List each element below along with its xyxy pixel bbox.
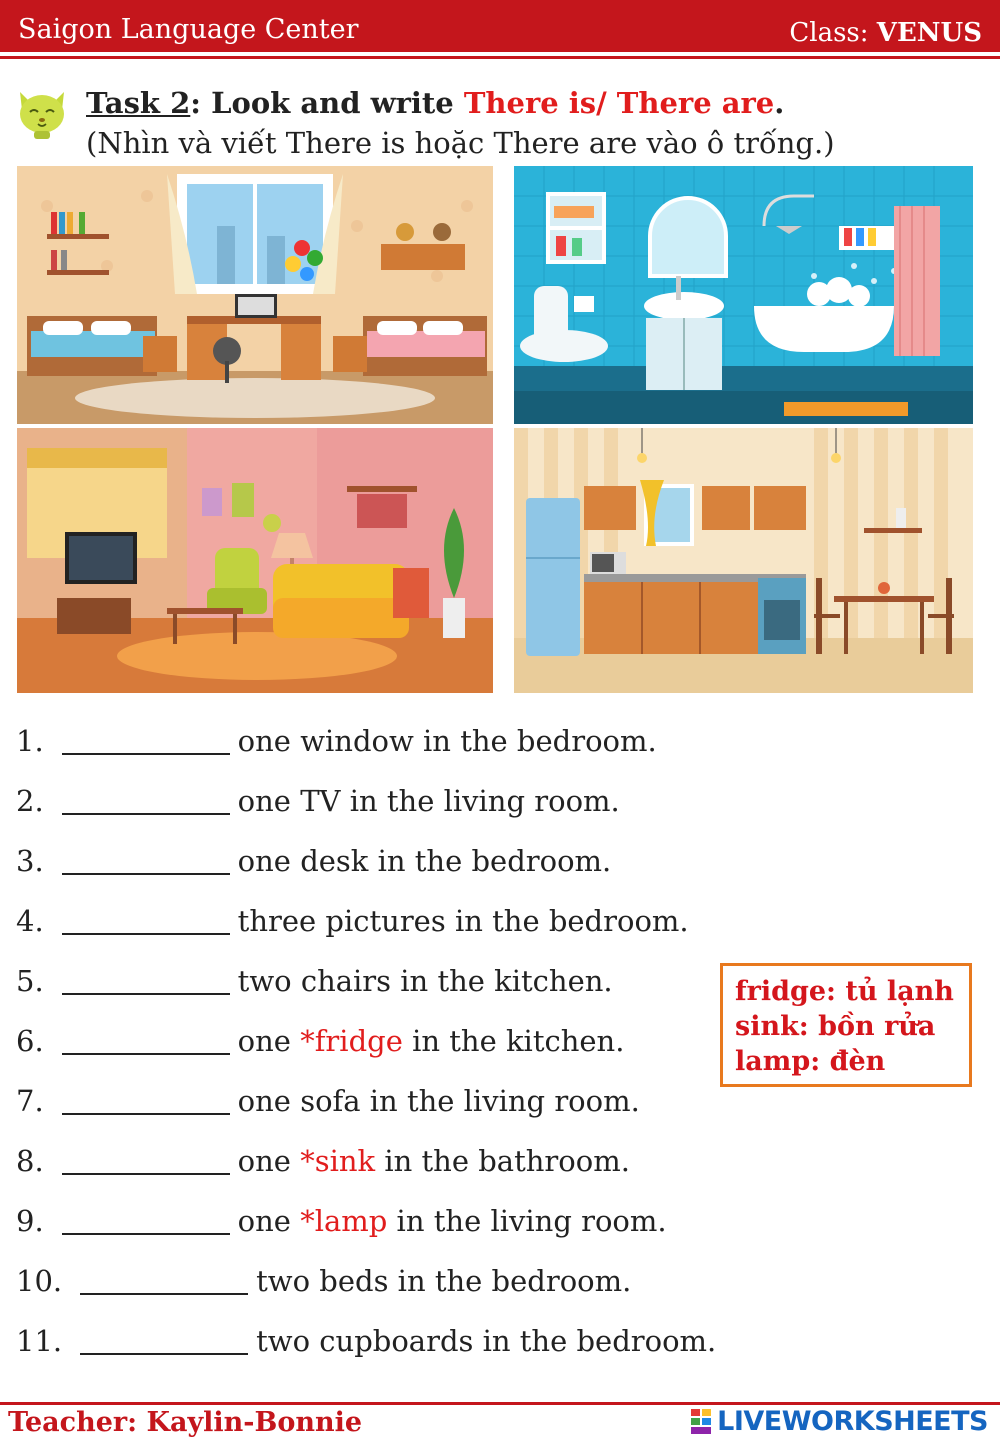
bathroom-image xyxy=(514,166,973,424)
liveworksheets-icon xyxy=(691,1409,713,1435)
question-text: one TV in the living room. xyxy=(237,784,620,818)
question-row xyxy=(16,1324,716,1358)
question-row xyxy=(16,1024,624,1058)
question-number: 1. xyxy=(16,724,44,758)
question-row xyxy=(16,844,611,878)
question-text: one xyxy=(237,1204,301,1238)
living-room-image xyxy=(17,428,493,693)
question-text: two beds in the bedroom. xyxy=(256,1264,632,1298)
answer-blank[interactable] xyxy=(62,789,230,815)
task-label: Task 2 xyxy=(86,86,191,120)
bedroom-image xyxy=(17,166,493,424)
question-row xyxy=(16,1144,630,1178)
task-subtitle: (Nhìn và viết There is hoặc There are vào ô trống.) xyxy=(86,126,835,160)
question-number: 11. xyxy=(16,1324,63,1358)
question-text-end: in the living room. xyxy=(387,1204,667,1238)
answer-blank[interactable] xyxy=(62,1209,230,1235)
question-row xyxy=(16,724,657,758)
answer-blank[interactable] xyxy=(80,1269,248,1295)
task-keywords: There is/ There are xyxy=(463,86,775,120)
question-number: 2. xyxy=(16,784,44,818)
header-divider xyxy=(0,56,1000,59)
vocabulary-keyword: *fridge xyxy=(300,1024,403,1058)
question-text: one sofa in the living room. xyxy=(237,1084,640,1118)
vocabulary-keyword: *lamp xyxy=(300,1204,388,1238)
vocab-item-sink: sink: bồn rửa xyxy=(735,1011,936,1042)
class-label: Class: xyxy=(789,18,869,48)
center-name: Saigon Language Center xyxy=(18,14,359,45)
vocabulary-box xyxy=(720,963,972,1087)
answer-blank[interactable] xyxy=(62,1149,230,1175)
question-row xyxy=(16,1264,631,1298)
question-text: one desk in the bedroom. xyxy=(237,844,612,878)
question-number: 10. xyxy=(16,1264,63,1298)
question-text: one window in the bedroom. xyxy=(237,724,657,758)
question-text-end: in the bathroom. xyxy=(375,1144,630,1178)
question-text: three pictures in the bedroom. xyxy=(237,904,689,938)
question-text: two cupboards in the bedroom. xyxy=(256,1324,717,1358)
answer-blank[interactable] xyxy=(62,729,230,755)
task-period: . xyxy=(774,86,785,120)
question-number: 3. xyxy=(16,844,44,878)
teacher-name: Teacher: Kaylin-Bonnie xyxy=(8,1407,363,1438)
class-info xyxy=(789,18,982,48)
answer-blank[interactable] xyxy=(80,1329,248,1355)
task-instruction: : Look and write xyxy=(190,86,464,120)
footer-divider xyxy=(0,1402,1000,1405)
question-number: 4. xyxy=(16,904,44,938)
vocabulary-keyword: *sink xyxy=(300,1144,376,1178)
liveworksheets-logo[interactable] xyxy=(691,1406,988,1437)
question-row xyxy=(16,784,620,818)
answer-blank[interactable] xyxy=(62,909,230,935)
answer-blank[interactable] xyxy=(62,849,230,875)
answer-blank[interactable] xyxy=(62,969,230,995)
question-row xyxy=(16,1084,640,1118)
vocab-item-lamp: lamp: đèn xyxy=(735,1046,886,1077)
class-name: VENUS xyxy=(876,18,982,48)
liveworksheets-brand: LIVEWORKSHEETS xyxy=(717,1406,988,1437)
question-text: one xyxy=(237,1024,301,1058)
answer-blank[interactable] xyxy=(62,1089,230,1115)
question-row xyxy=(16,1204,667,1238)
header-bar xyxy=(0,0,1000,52)
cat-icon xyxy=(14,84,70,140)
question-number: 5. xyxy=(16,964,44,998)
question-row xyxy=(16,904,689,938)
question-number: 7. xyxy=(16,1084,44,1118)
question-row xyxy=(16,964,613,998)
question-text: one xyxy=(237,1144,301,1178)
question-text: two chairs in the kitchen. xyxy=(237,964,613,998)
kitchen-image xyxy=(514,428,973,693)
question-number: 6. xyxy=(16,1024,44,1058)
answer-blank[interactable] xyxy=(62,1029,230,1055)
question-number: 9. xyxy=(16,1204,44,1238)
question-number: 8. xyxy=(16,1144,44,1178)
vocab-item-fridge: fridge: tủ lạnh xyxy=(735,976,954,1007)
task-title xyxy=(86,86,784,120)
question-text-end: in the kitchen. xyxy=(402,1024,625,1058)
